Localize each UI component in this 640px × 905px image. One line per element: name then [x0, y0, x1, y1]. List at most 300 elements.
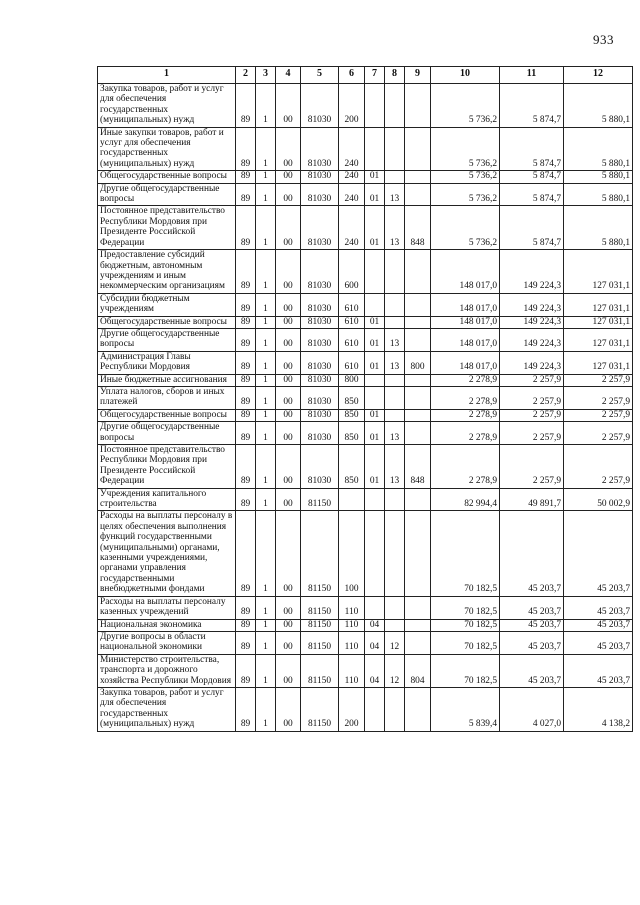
amount-cell: 149 224,3 [500, 328, 564, 351]
amount-cell: 148 017,0 [431, 293, 500, 316]
table-header-row [98, 67, 633, 84]
code-cell: 1 [256, 687, 276, 731]
amount-cell: 2 257,9 [564, 409, 633, 421]
amount-cell: 70 182,5 [431, 631, 500, 654]
code-cell: 1 [256, 250, 276, 294]
code-cell [385, 316, 405, 328]
table-row [98, 127, 633, 171]
code-cell [385, 250, 405, 294]
code-cell: 1 [256, 422, 276, 445]
code-cell [365, 488, 385, 511]
code-cell [405, 488, 431, 511]
code-cell [365, 250, 385, 294]
code-cell: 00 [276, 171, 301, 183]
amount-cell: 5 874,7 [500, 171, 564, 183]
amount-cell: 5 839,4 [431, 687, 500, 731]
amount-cell: 5 880,1 [564, 206, 633, 250]
code-cell: 89 [236, 631, 256, 654]
amount-cell: 5 880,1 [564, 127, 633, 171]
code-cell [365, 511, 385, 596]
code-cell [405, 183, 431, 206]
code-cell: 100 [339, 511, 365, 596]
amount-cell: 2 257,9 [500, 386, 564, 409]
amount-cell: 2 257,9 [564, 422, 633, 445]
code-cell: 81030 [301, 183, 339, 206]
code-cell: 81030 [301, 328, 339, 351]
amount-cell: 45 203,7 [500, 511, 564, 596]
code-cell: 00 [276, 511, 301, 596]
row-name-cell: Расходы на выплаты персоналу казенных учреждений [98, 596, 236, 619]
code-cell [405, 409, 431, 421]
code-cell [385, 293, 405, 316]
code-cell: 81030 [301, 316, 339, 328]
code-cell [365, 293, 385, 316]
code-cell: 81150 [301, 687, 339, 731]
code-cell: 00 [276, 84, 301, 128]
code-cell: 610 [339, 328, 365, 351]
code-cell: 01 [365, 316, 385, 328]
code-cell [405, 171, 431, 183]
amount-cell: 5 880,1 [564, 84, 633, 128]
row-name-cell: Предоставление субсидий бюджетным, автономным учреждениям и иным некоммерческим организациям [98, 250, 236, 294]
code-cell [339, 488, 365, 511]
code-cell: 01 [365, 328, 385, 351]
code-cell: 00 [276, 596, 301, 619]
table-row [98, 316, 633, 328]
amount-cell: 45 203,7 [500, 596, 564, 619]
code-cell: 12 [385, 631, 405, 654]
code-cell: 13 [385, 328, 405, 351]
row-name-cell: Постоянное представительство Республики Мордовия при Президенте Российской Федерации [98, 445, 236, 489]
code-cell: 1 [256, 351, 276, 374]
code-cell: 00 [276, 687, 301, 731]
code-cell [405, 84, 431, 128]
row-name-cell: Другие вопросы в области национальной экономики [98, 631, 236, 654]
code-cell: 00 [276, 445, 301, 489]
code-cell: 81150 [301, 654, 339, 687]
table-row [98, 409, 633, 421]
amount-cell: 2 278,9 [431, 374, 500, 386]
column-header: 5 [301, 67, 339, 84]
amount-cell: 70 182,5 [431, 654, 500, 687]
code-cell: 81150 [301, 619, 339, 631]
table-row [98, 654, 633, 687]
amount-cell: 2 278,9 [431, 422, 500, 445]
code-cell: 81030 [301, 127, 339, 171]
amount-cell: 45 203,7 [500, 631, 564, 654]
table-row [98, 351, 633, 374]
code-cell: 1 [256, 206, 276, 250]
code-cell: 1 [256, 316, 276, 328]
code-cell: 89 [236, 316, 256, 328]
amount-cell: 148 017,0 [431, 351, 500, 374]
amount-cell: 2 257,9 [500, 374, 564, 386]
row-name-cell: Национальная экономика [98, 619, 236, 631]
amount-cell: 2 257,9 [564, 386, 633, 409]
row-name-cell: Общегосударственные вопросы [98, 171, 236, 183]
code-cell [385, 386, 405, 409]
code-cell: 1 [256, 127, 276, 171]
code-cell: 89 [236, 206, 256, 250]
row-name-cell: Другие общегосударственные вопросы [98, 328, 236, 351]
amount-cell: 5 874,7 [500, 206, 564, 250]
table-row [98, 619, 633, 631]
code-cell: 81030 [301, 171, 339, 183]
code-cell: 01 [365, 409, 385, 421]
code-cell: 200 [339, 687, 365, 731]
code-cell: 1 [256, 374, 276, 386]
code-cell: 89 [236, 619, 256, 631]
code-cell: 110 [339, 596, 365, 619]
amount-cell: 2 257,9 [500, 445, 564, 489]
code-cell: 89 [236, 171, 256, 183]
code-cell [405, 293, 431, 316]
code-cell: 01 [365, 183, 385, 206]
code-cell [405, 422, 431, 445]
amount-cell: 45 203,7 [564, 511, 633, 596]
amount-cell: 70 182,5 [431, 511, 500, 596]
row-name-cell: Общегосударственные вопросы [98, 316, 236, 328]
code-cell: 89 [236, 488, 256, 511]
amount-cell: 5 874,7 [500, 183, 564, 206]
code-cell: 81150 [301, 631, 339, 654]
code-cell: 00 [276, 619, 301, 631]
code-cell: 81030 [301, 84, 339, 128]
code-cell [405, 631, 431, 654]
code-cell: 1 [256, 631, 276, 654]
amount-cell: 127 031,1 [564, 250, 633, 294]
amount-cell: 5 874,7 [500, 84, 564, 128]
code-cell: 89 [236, 596, 256, 619]
table-row [98, 328, 633, 351]
code-cell [385, 84, 405, 128]
amount-cell: 5 736,2 [431, 84, 500, 128]
amount-cell: 5 880,1 [564, 171, 633, 183]
code-cell: 850 [339, 409, 365, 421]
code-cell: 1 [256, 511, 276, 596]
row-name-cell: Другие общегосударственные вопросы [98, 183, 236, 206]
table-row [98, 250, 633, 294]
code-cell [385, 687, 405, 731]
code-cell [405, 316, 431, 328]
row-name-cell: Другие общегосударственные вопросы [98, 422, 236, 445]
code-cell [385, 127, 405, 171]
code-cell: 1 [256, 293, 276, 316]
amount-cell: 2 257,9 [564, 374, 633, 386]
code-cell: 00 [276, 183, 301, 206]
code-cell: 00 [276, 250, 301, 294]
code-cell: 800 [405, 351, 431, 374]
column-header: 4 [276, 67, 301, 84]
table-row [98, 687, 633, 731]
code-cell: 848 [405, 206, 431, 250]
code-cell: 81030 [301, 351, 339, 374]
column-header: 3 [256, 67, 276, 84]
code-cell: 81030 [301, 422, 339, 445]
table-body [98, 84, 633, 732]
code-cell: 1 [256, 654, 276, 687]
code-cell: 89 [236, 654, 256, 687]
code-cell [405, 619, 431, 631]
code-cell: 1 [256, 171, 276, 183]
code-cell: 01 [365, 422, 385, 445]
amount-cell: 149 224,3 [500, 250, 564, 294]
row-name-cell: Закупка товаров, работ и услуг для обеспечения государственных (муниципальных) нужд [98, 84, 236, 128]
amount-cell: 70 182,5 [431, 619, 500, 631]
code-cell [405, 386, 431, 409]
amount-cell: 127 031,1 [564, 316, 633, 328]
code-cell: 81030 [301, 250, 339, 294]
amount-cell: 149 224,3 [500, 293, 564, 316]
amount-cell: 45 203,7 [564, 619, 633, 631]
code-cell: 1 [256, 596, 276, 619]
amount-cell: 2 257,9 [500, 409, 564, 421]
code-cell: 1 [256, 84, 276, 128]
column-header: 9 [405, 67, 431, 84]
code-cell: 01 [365, 171, 385, 183]
row-name-cell: Учреждения капитального строительства [98, 488, 236, 511]
amount-cell: 2 257,9 [564, 445, 633, 489]
budget-table [97, 66, 633, 732]
amount-cell: 5 736,2 [431, 171, 500, 183]
code-cell: 81030 [301, 386, 339, 409]
code-cell: 800 [339, 374, 365, 386]
code-cell [365, 687, 385, 731]
code-cell: 13 [385, 445, 405, 489]
code-cell [385, 511, 405, 596]
table-row [98, 422, 633, 445]
code-cell: 01 [365, 206, 385, 250]
code-cell: 81030 [301, 374, 339, 386]
table-row [98, 171, 633, 183]
code-cell [385, 374, 405, 386]
code-cell: 04 [365, 654, 385, 687]
table-row [98, 596, 633, 619]
code-cell [405, 127, 431, 171]
code-cell: 89 [236, 374, 256, 386]
code-cell [405, 687, 431, 731]
amount-cell: 127 031,1 [564, 328, 633, 351]
code-cell: 89 [236, 351, 256, 374]
code-cell [385, 596, 405, 619]
row-name-cell: Администрация Главы Республики Мордовия [98, 351, 236, 374]
row-name-cell: Расходы на выплаты персоналу в целях обеспечения выполнения функций государственными (муниципальными) органами, казенными учреждениями, органами управления государственными внебюджетными фондами [98, 511, 236, 596]
code-cell: 81030 [301, 409, 339, 421]
code-cell [405, 374, 431, 386]
code-cell: 850 [339, 422, 365, 445]
code-cell: 1 [256, 409, 276, 421]
code-cell: 00 [276, 422, 301, 445]
row-name-cell: Общегосударственные вопросы [98, 409, 236, 421]
code-cell [385, 409, 405, 421]
table-row [98, 386, 633, 409]
code-cell: 89 [236, 422, 256, 445]
code-cell: 00 [276, 409, 301, 421]
code-cell: 01 [365, 351, 385, 374]
code-cell: 00 [276, 351, 301, 374]
code-cell: 89 [236, 183, 256, 206]
amount-cell: 45 203,7 [500, 619, 564, 631]
code-cell: 00 [276, 386, 301, 409]
code-cell: 240 [339, 206, 365, 250]
column-header: 8 [385, 67, 405, 84]
amount-cell: 50 002,9 [564, 488, 633, 511]
code-cell: 04 [365, 631, 385, 654]
code-cell [365, 386, 385, 409]
amount-cell: 148 017,0 [431, 328, 500, 351]
code-cell: 89 [236, 84, 256, 128]
table-row [98, 374, 633, 386]
code-cell: 13 [385, 206, 405, 250]
amount-cell: 148 017,0 [431, 316, 500, 328]
code-cell: 89 [236, 293, 256, 316]
column-header: 2 [236, 67, 256, 84]
table-row [98, 293, 633, 316]
code-cell: 81030 [301, 445, 339, 489]
column-header: 6 [339, 67, 365, 84]
code-cell: 848 [405, 445, 431, 489]
column-header: 12 [564, 67, 633, 84]
row-name-cell: Уплата налогов, сборов и иных платежей [98, 386, 236, 409]
table-row [98, 631, 633, 654]
code-cell: 00 [276, 374, 301, 386]
amount-cell: 2 278,9 [431, 445, 500, 489]
code-cell [385, 488, 405, 511]
row-name-cell: Министерство строительства, транспорта и дорожного хозяйства Республики Мордовия [98, 654, 236, 687]
code-cell: 610 [339, 316, 365, 328]
code-cell [405, 250, 431, 294]
code-cell: 13 [385, 351, 405, 374]
table-row [98, 84, 633, 128]
code-cell: 240 [339, 171, 365, 183]
code-cell: 1 [256, 488, 276, 511]
amount-cell: 2 278,9 [431, 386, 500, 409]
amount-cell: 149 224,3 [500, 316, 564, 328]
amount-cell: 5 880,1 [564, 183, 633, 206]
code-cell: 804 [405, 654, 431, 687]
amount-cell: 45 203,7 [500, 654, 564, 687]
code-cell: 200 [339, 84, 365, 128]
code-cell: 110 [339, 631, 365, 654]
amount-cell: 82 994,4 [431, 488, 500, 511]
row-name-cell: Иные закупки товаров, работ и услуг для обеспечения государственных (муниципальных) нужд [98, 127, 236, 171]
code-cell: 00 [276, 316, 301, 328]
code-cell [385, 619, 405, 631]
code-cell: 04 [365, 619, 385, 631]
amount-cell: 127 031,1 [564, 351, 633, 374]
code-cell: 89 [236, 328, 256, 351]
code-cell: 89 [236, 127, 256, 171]
code-cell [365, 84, 385, 128]
row-name-cell: Постоянное представительство Республики Мордовия при Президенте Российской Федерации [98, 206, 236, 250]
code-cell [405, 328, 431, 351]
code-cell: 00 [276, 488, 301, 511]
code-cell: 01 [365, 445, 385, 489]
code-cell: 850 [339, 445, 365, 489]
amount-cell: 45 203,7 [564, 654, 633, 687]
code-cell: 89 [236, 445, 256, 489]
row-name-cell: Иные бюджетные ассигнования [98, 374, 236, 386]
amount-cell: 5 736,2 [431, 206, 500, 250]
code-cell: 00 [276, 328, 301, 351]
table-row [98, 445, 633, 489]
code-cell: 89 [236, 511, 256, 596]
amount-cell: 5 736,2 [431, 127, 500, 171]
code-cell: 600 [339, 250, 365, 294]
column-header: 7 [365, 67, 385, 84]
code-cell: 00 [276, 631, 301, 654]
code-cell: 12 [385, 654, 405, 687]
amount-cell: 5 736,2 [431, 183, 500, 206]
amount-cell: 148 017,0 [431, 250, 500, 294]
code-cell: 1 [256, 183, 276, 206]
row-name-cell: Субсидии бюджетным учреждениям [98, 293, 236, 316]
code-cell: 81030 [301, 206, 339, 250]
code-cell: 1 [256, 328, 276, 351]
code-cell [405, 596, 431, 619]
code-cell: 13 [385, 422, 405, 445]
amount-cell: 70 182,5 [431, 596, 500, 619]
code-cell: 00 [276, 206, 301, 250]
amount-cell: 4 027,0 [500, 687, 564, 731]
code-cell: 89 [236, 409, 256, 421]
code-cell: 89 [236, 687, 256, 731]
code-cell: 81150 [301, 511, 339, 596]
code-cell: 110 [339, 619, 365, 631]
amount-cell: 127 031,1 [564, 293, 633, 316]
code-cell: 00 [276, 654, 301, 687]
code-cell: 610 [339, 351, 365, 374]
amount-cell: 45 203,7 [564, 596, 633, 619]
code-cell: 1 [256, 386, 276, 409]
code-cell [385, 171, 405, 183]
code-cell: 00 [276, 293, 301, 316]
code-cell [365, 374, 385, 386]
code-cell: 81150 [301, 488, 339, 511]
amount-cell: 149 224,3 [500, 351, 564, 374]
code-cell: 1 [256, 619, 276, 631]
code-cell: 610 [339, 293, 365, 316]
column-header: 11 [500, 67, 564, 84]
amount-cell: 2 278,9 [431, 409, 500, 421]
code-cell: 89 [236, 386, 256, 409]
code-cell: 850 [339, 386, 365, 409]
table-row [98, 183, 633, 206]
code-cell [405, 511, 431, 596]
code-cell: 13 [385, 183, 405, 206]
table-row [98, 206, 633, 250]
table-row [98, 488, 633, 511]
code-cell: 89 [236, 250, 256, 294]
column-header: 10 [431, 67, 500, 84]
row-name-cell: Закупка товаров, работ и услуг для обеспечения государственных (муниципальных) нужд [98, 687, 236, 731]
amount-cell: 4 138,2 [564, 687, 633, 731]
amount-cell: 45 203,7 [564, 631, 633, 654]
table-row [98, 511, 633, 596]
code-cell: 00 [276, 127, 301, 171]
code-cell: 110 [339, 654, 365, 687]
code-cell: 81030 [301, 293, 339, 316]
page-number: 933 [593, 32, 614, 47]
amount-cell: 49 891,7 [500, 488, 564, 511]
code-cell [365, 596, 385, 619]
code-cell: 81150 [301, 596, 339, 619]
amount-cell: 5 874,7 [500, 127, 564, 171]
code-cell: 240 [339, 127, 365, 171]
code-cell: 240 [339, 183, 365, 206]
code-cell [365, 127, 385, 171]
column-header: 1 [98, 67, 236, 84]
